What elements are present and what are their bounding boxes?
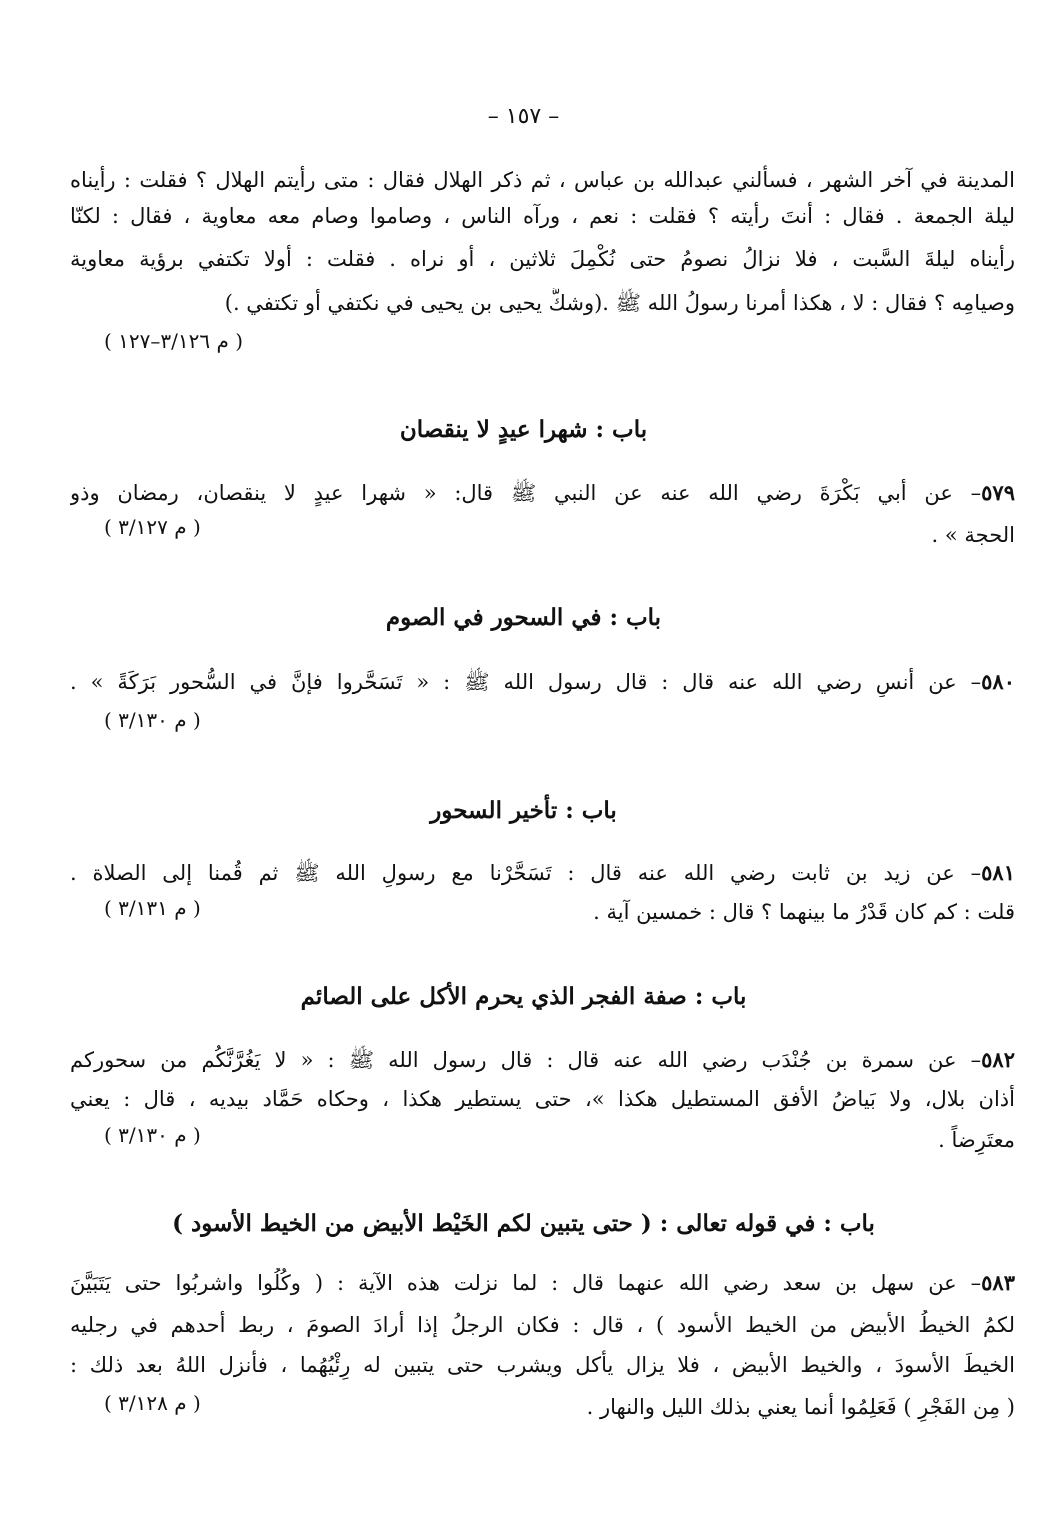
- hadith-reference: ( م ٣/١٣٠ ): [104, 708, 201, 732]
- hadith-text: – عن سهل بن سعد رضي الله عنهما قال : لما نزلت هذه الآية : ( وكُلُوا واشربُوا حتى يَتَبَيَّنَ: [70, 1271, 982, 1295]
- chapter-heading: باب : تأخير السحور: [430, 797, 617, 824]
- intro-line: رأيناه ليلةَ السَّبت ، فلا نزالُ نصومُ حتى نُكْمِلَ ثلاثين ، أو نراه . فقلت : أولا تكتفي برؤية معاوية: [70, 247, 1015, 271]
- chapter-heading: باب : شهرا عيدٍ لا ينقصان: [399, 416, 648, 443]
- page-number: – ١٥٧ –: [487, 104, 560, 129]
- hadith-line: الحجة » .: [931, 523, 1015, 547]
- hadith-line: لكمُ الخيطُ الأبيض من الخيط الأسود ) ، قال : فكان الرجلُ إذا أرادَ الصومَ ، ربط أحدهم في رجليه: [70, 1313, 1015, 1337]
- chapter-heading: باب : صفة الفجر الذي يحرم الأكل على الصائم: [300, 983, 747, 1010]
- hadith-reference: ( م ٣/١٢٨ ): [104, 1391, 201, 1415]
- intro-line: وصيامِه ؟ فقال : لا ، هكذا أمرنا رسولُ الله ﷺ .(وشكَّ يحيى بن يحيى في نكتفي أو تكتفي .): [224, 291, 1015, 315]
- hadith-reference: ( م ٣/١٣١ ): [104, 896, 201, 920]
- hadith-line: [70, 478, 1015, 508]
- hadith-reference: ( م ٣/١٢٦–١٢٧ ): [104, 329, 244, 353]
- intro-line: المدينة في آخر الشهر ، فسألني عبدالله بن عباس ، ثم ذكر الهلال فقال : متى رأيتم الهلال ؟ فقلت : رأيناه: [70, 168, 1015, 192]
- hadith-line: أذان بلال، ولا بَياضُ الأفق المستطيل هكذا »، حتى يستطير هكذا ، وحكاه حَمَّاد بيديه ، قال : يعني: [70, 1087, 1015, 1111]
- hadith-number: ٥٧٩: [981, 480, 1015, 505]
- hadith-number: ٥٨١: [981, 860, 1015, 885]
- hadith-number: ٥٨٠: [981, 669, 1015, 694]
- hadith-line: [70, 858, 1015, 888]
- hadith-text: – عن زيد بن ثابت رضي الله عنه قال : تَسَحَّرْنا مع رسولِ الله ﷺ ثم قُمنا إلى الصلاة .: [70, 861, 982, 885]
- hadith-line: ( مِن الفَجْرِ ) فَعَلِمُوا أنما يعني بذلك الليل والنهار .: [586, 1395, 1015, 1419]
- hadith-number: ٥٨٢: [981, 1047, 1015, 1072]
- intro-line: ليلة الجمعة . فقال : أنتَ رأيته ؟ فقلت : نعم ، ورآه الناس ، وصاموا وصام معه معاوية ، فقال : لكنّا: [70, 204, 1015, 228]
- hadith-line: [70, 1268, 1015, 1298]
- hadith-reference: ( م ٣/١٢٧ ): [104, 515, 201, 539]
- hadith-text: – عن أنسٍ رضي الله عنه قال : قال رسول الله ﷺ : « تَسَحَّروا فإنَّ في السُّحور بَرَكَةً » .: [70, 670, 982, 694]
- hadith-text: – عن سمرة بن جُنْدَب رضي الله عنه قال : قال رسول الله ﷺ : « لا يَغُرَّنَّكُم من سحوركم: [70, 1048, 982, 1072]
- hadith-number: ٥٨٣: [981, 1270, 1015, 1295]
- chapter-heading: باب : في السحور في الصوم: [385, 604, 662, 631]
- chapter-heading: باب : في قوله تعالى : ( حتى يتبين لكم الخَيْط الأبيض من الخيط الأسود ): [172, 1210, 875, 1237]
- hadith-line: [70, 667, 1015, 697]
- hadith-reference: ( م ٣/١٣٠ ): [104, 1123, 201, 1147]
- hadith-line: قلت : كم كان قَدْرُ ما بينهما ؟ قال : خمسين آية .: [593, 900, 1015, 924]
- hadith-text: – عن أبي بَكْرَةَ رضي الله عنه عن النبي ﷺ قال: « شهرا عيدٍ لا ينقصان، رمضان وذو: [70, 481, 982, 505]
- hadith-line: معتَرِضاً .: [938, 1128, 1015, 1152]
- hadith-line: [70, 1045, 1015, 1075]
- hadith-line: الخيطَ الأسودَ ، والخيط الأبيض ، فلا يزال يأكل ويشرب حتى يتبين له رِئْيُهُما ، فأنزل اللهُ بعد ذلك :: [70, 1353, 1015, 1377]
